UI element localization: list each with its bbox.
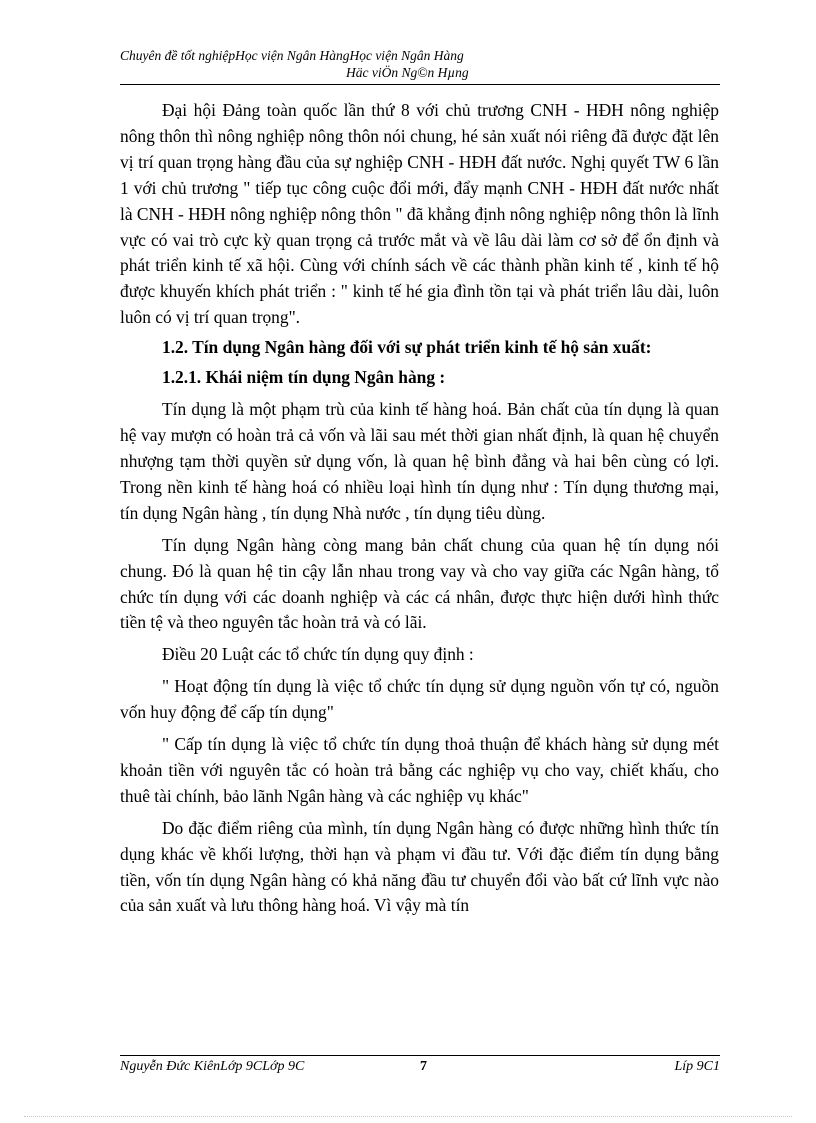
- paragraph-7: Do đặc điểm riêng của mình, tín dụng Ngân hàng có được những hình thức tín dụng khác về khối lượng, thời hạn và phạm vi đầu tư. Với đặc điểm tín dụng bằng tiền, vốn tín dụng Ngân hàng có khả năng đầu tư chuyển đổi vào bất cứ lĩnh vực nào của sản xuất và lưu thông hàng hoá. Vì vậy mà tín: [120, 817, 719, 916]
- document-body: [120, 98, 719, 919]
- paragraph-5: " Hoạt động tín dụng là việc tổ chức tín dụng sử dụng nguồn vốn tự có, nguồn vốn huy động để cấp tín dụng": [120, 676, 719, 723]
- header-line-1: Chuyên đề tốt nghiệpHọc viện Ngân HàngHọc viện Ngân Hàng: [120, 48, 464, 63]
- page-header: [120, 47, 720, 81]
- section-heading-1-2: 1.2. Tín dụng Ngân hàng đối với sự phát triển kinh tế hộ sản xuất:: [162, 337, 652, 358]
- footer-author: Nguyễn Đức KiênLớp 9CLớp 9C: [120, 1059, 305, 1074]
- page-number: 7: [420, 1059, 427, 1074]
- header-divider: [120, 84, 720, 85]
- paragraph-3: Tín dụng Ngân hàng còng mang bản chất chung của quan hệ tín dụng nói chung. Đó là quan hệ tin cậy lẫn nhau trong vay và cho vay giữa các Ngân hàng, tổ chức tín dụng với các doanh nghiệp và các cá nhân, được thực hiện dưới hình thức tiền tệ và theo nguyên tắc hoàn trả và có lãi.: [120, 534, 719, 633]
- footer-class: Líp 9C1: [674, 1059, 720, 1074]
- page-bottom-border: [24, 1116, 792, 1117]
- paragraph-1: Đại hội Đảng toàn quốc lần thứ 8 với chủ trương CNH - HĐH nông nghiệp nông thôn thì nông nghiệp nông thôn nói chung, hé sản xuất nói riêng đã được đặt lên vị trí quan trọng hàng đầu của sự nghiệp CNH - HĐH đất nước. Nghị quyết TW 6 lần 1 với chủ trương " tiếp tục công cuộc đổi mới, đẩy mạnh CNH - HĐH đất nước nhất là CNH - HĐH nông nghiệp nông thôn " đã khẳng định nông nghiệp nông thôn là lĩnh vực có vai trò cực kỳ quan trọng cả trước mắt và về lâu dài làm cơ sở để ổn định và phát triển kinh tế xã hội. Cùng với chính sách về các thành phần kinh tế , kinh tế hộ được khuyến khích phát triển : " kinh tế hé gia đình tồn tại và phát triển lâu dài, luôn luôn có vị trí quan trọng".: [120, 100, 719, 328]
- footer-divider: [120, 1055, 720, 1056]
- paragraph-4: Điều 20 Luật các tổ chức tín dụng quy định :: [162, 644, 474, 665]
- header-line-2: Häc viÖn Ng©n Hµng: [346, 65, 469, 80]
- paragraph-2: Tín dụng là một phạm trù của kinh tế hàng hoá. Bản chất của tín dụng là quan hệ vay mượn có hoàn trả cả vốn và lãi sau mét thời gian nhất định, là quan hệ chuyển nhượng tạm thời quyền sử dụng vốn, là quan hệ bình đẳng và hai bên cùng có lợi. Trong nền kinh tế hàng hoá có nhiều loại hình tín dụng như : Tín dụng thương mại, tín dụng Ngân hàng , tín dụng Nhà nước , tín dụng tiêu dùng.: [120, 399, 719, 523]
- section-heading-1-2-1: 1.2.1. Khái niệm tín dụng Ngân hàng :: [162, 367, 446, 388]
- paragraph-6: " Cấp tín dụng là việc tổ chức tín dụng thoả thuận để khách hàng sử dụng mét khoản tiền với nguyên tắc có hoàn trả bằng các nghiệp vụ cho vay, chiết khấu, cho thuê tài chính, bảo lãnh Ngân hàng và các nghiệp vụ khác": [120, 734, 719, 806]
